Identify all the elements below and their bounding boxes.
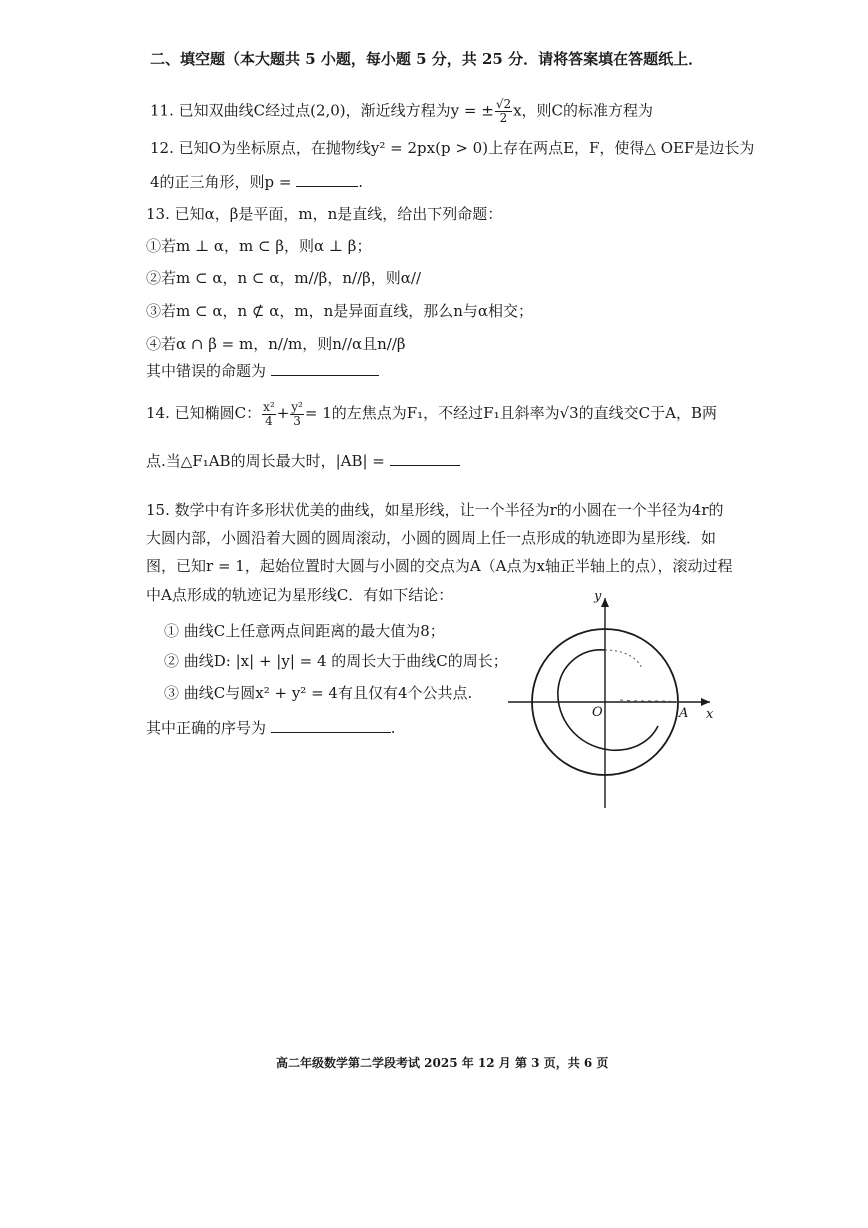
q14-frac1-num: x² (263, 399, 275, 414)
q13-item-3: ③若m ⊂ α，n ⊄ α，m，n是异面直线，那么n与α相交； (146, 302, 534, 320)
q12-line2-text: 4的正三角形，则p = (150, 173, 292, 191)
page-footer: 高二年级数学第二学段考试 2025 年 12 月 第 3 页，共 6 页 (276, 1056, 609, 1070)
q12-line1: 12. 已知O为坐标原点，在抛物线y² = 2px(p > 0)上存在两点E，F，使得△ OEF是边长为 (150, 139, 755, 157)
q15-conclusion-1: ① 曲线C上任意两点间距离的最大值为8； (164, 622, 445, 640)
rolling-circle-trace (558, 650, 658, 750)
q14-frac2-num: y² (291, 399, 303, 414)
q14-line1 (146, 398, 717, 428)
q13-stem: 13. 已知α，β是平面，m，n是直线，给出下列命题： (146, 205, 503, 223)
q11-frac-num: √2 (495, 97, 512, 111)
y-axis-label: y (594, 589, 602, 604)
trace-dashes (605, 650, 642, 668)
q15-line-4: 中A点形成的轨迹记为星形线C．有如下结论： (146, 586, 454, 604)
astroid-figure (500, 586, 730, 816)
q11-text-pre: 11. 已知双曲线C经过点(2,0)，渐近线方程为y = ± (150, 101, 494, 120)
q15-answer-blank[interactable] (271, 716, 391, 733)
q13-answer-blank[interactable] (271, 359, 379, 376)
q11-frac-den: 2 (499, 111, 508, 125)
q14-answer-blank[interactable] (390, 449, 460, 466)
q14-line2-text: 点.当△F₁AB的周长最大时，|AB| = (146, 452, 385, 470)
q15-conclusion-2: ② 曲线D: |x| + |y| = 4 的周长大于曲线C的周长； (164, 652, 508, 670)
q14-text-pre: 14. 已知椭圆C： (146, 404, 262, 422)
q15-answer-line: 其中正确的序号为 . (146, 716, 396, 739)
q14-plus: + (276, 404, 290, 422)
q14-fraction-1 (262, 401, 276, 428)
x-axis-arrow (701, 698, 710, 706)
q14-frac1-den: 4 (265, 413, 273, 428)
q12-answer-blank[interactable] (296, 170, 358, 187)
q14-text-post: = 1的左焦点为F₁，不经过F₁且斜率为√3的直线交C于A，B两 (304, 404, 718, 422)
q14-line2 (146, 449, 460, 472)
q12-line2: 4的正三角形，则p = . (150, 170, 363, 193)
section-heading: 二、填空题（本大题共 5 小题，每小题 5 分，共 25 分．请将答案填在答题纸上． (150, 50, 704, 68)
point-a-label: A (679, 706, 689, 721)
y-axis-arrow (601, 598, 609, 607)
x-axis-label: x (706, 707, 714, 722)
q11-fraction (495, 98, 512, 125)
q13-answer-line (146, 359, 379, 382)
q13-item-4: ④若α ∩ β = m，n//m，则n//α且n//β (146, 335, 406, 353)
question-11 (150, 98, 653, 125)
q15-line-3: 图，已知r = 1，起始位置时大圆与小圆的交点为A（A点为x轴正半轴上的点），滚动过程 (146, 557, 733, 575)
q14-fraction-2 (290, 401, 304, 428)
q15-conclusion-3: ③ 曲线C与圆x² + y² = 4有且仅有4个公共点. (164, 684, 473, 702)
q14-frac2-den: 3 (293, 413, 301, 428)
q13-answer-prompt: 其中错误的命题为 (146, 362, 267, 380)
q15-answer-prompt: 其中正确的序号为 (146, 719, 267, 737)
q11-text-post: x，则C的标准方程为 (513, 101, 654, 120)
q15-line-2: 大圆内部，小圆沿着大圆的圆周滚动，小圆的圆周上任一点形成的轨迹即为星形线．如 (146, 529, 717, 547)
q15-line-1: 15. 数学中有许多形状优美的曲线，如星形线，让一个半径为r的小圆在一个半径为4r的 (146, 501, 724, 519)
origin-label: O (592, 705, 603, 720)
q13-item-2: ②若m ⊂ α，n ⊂ α，m//β，n//β，则α// (146, 269, 422, 287)
q13-item-1: ①若m ⊥ α，m ⊂ β，则α ⊥ β； (146, 237, 372, 255)
